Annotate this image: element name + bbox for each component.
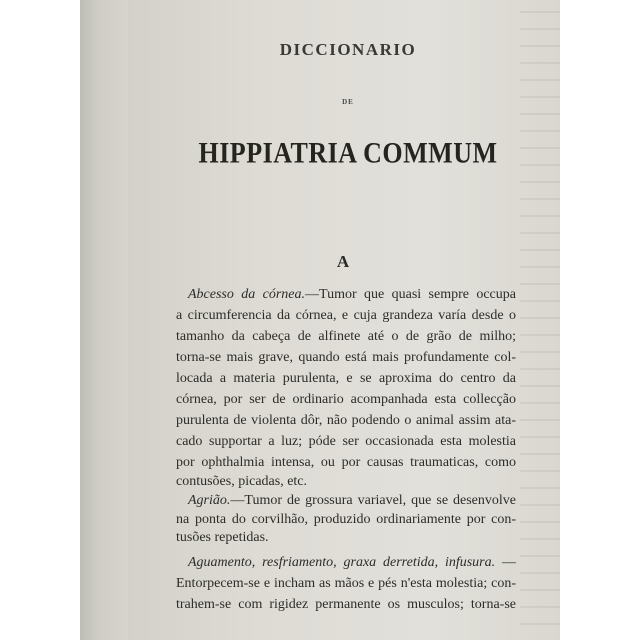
entry-line: tusões repetidas. bbox=[176, 530, 269, 545]
entry-line: por ophthalmia intensa, ou por causas traumaticas, como bbox=[176, 455, 516, 470]
entry-line: na ponta do corvilhão, produzido ordinariamente por con- bbox=[176, 512, 516, 527]
entry-line bbox=[188, 555, 516, 571]
entry-text: — bbox=[495, 555, 516, 570]
entry-line: Entorpecem-se e incham as mãos e pés n'esta molestia; con- bbox=[176, 576, 516, 591]
title-line-1: DICCIONARIO bbox=[279, 40, 417, 59]
entry-term: Abcesso da córnea. bbox=[188, 287, 306, 302]
entry-line bbox=[188, 493, 516, 509]
entry-line: torna-se mais grave, quando está mais profundamente col- bbox=[176, 350, 516, 365]
page-text bbox=[128, 0, 560, 640]
entry-line: córnea, por ser de ordinario acompanhada esta collecção bbox=[176, 392, 516, 407]
entry-line: purulenta de violenta dôr, não podendo o animal assim ata- bbox=[176, 413, 516, 428]
entry-line: contusões, picadas, etc. bbox=[176, 474, 308, 489]
book-page bbox=[128, 0, 560, 640]
entry-line: cado supportar a luz; póde ser occasionada esta molestia bbox=[176, 434, 516, 449]
title-connector: DE bbox=[342, 98, 354, 106]
entry-text: —Tumor de grossura variavel, que se desenvolve bbox=[230, 493, 516, 508]
book-gutter bbox=[80, 0, 128, 640]
entry-text: —Tumor que quasi sempre occupa bbox=[305, 287, 516, 302]
title-line-2: HIPPIATRIA COMMUM bbox=[198, 136, 498, 170]
section-letter: A bbox=[336, 252, 350, 271]
entry-line bbox=[188, 287, 516, 303]
entry-line: trahem-se com rigidez permanente os musculos; torna-se bbox=[176, 597, 516, 612]
entry-line: tamanho da cabeça de alfinete até o de grão de milho; bbox=[176, 329, 516, 344]
entry-line: a circumferencia da córnea, e cuja grandeza varía desde o bbox=[176, 308, 516, 323]
entry-line: locada a materia purulenta, e se aproxima do centro da bbox=[176, 371, 516, 386]
book-photo bbox=[80, 0, 560, 640]
entry-term: Aguamento, resfriamento, graxa derretida, infusura. bbox=[188, 555, 496, 570]
entry-term: Agrião. bbox=[188, 493, 231, 508]
